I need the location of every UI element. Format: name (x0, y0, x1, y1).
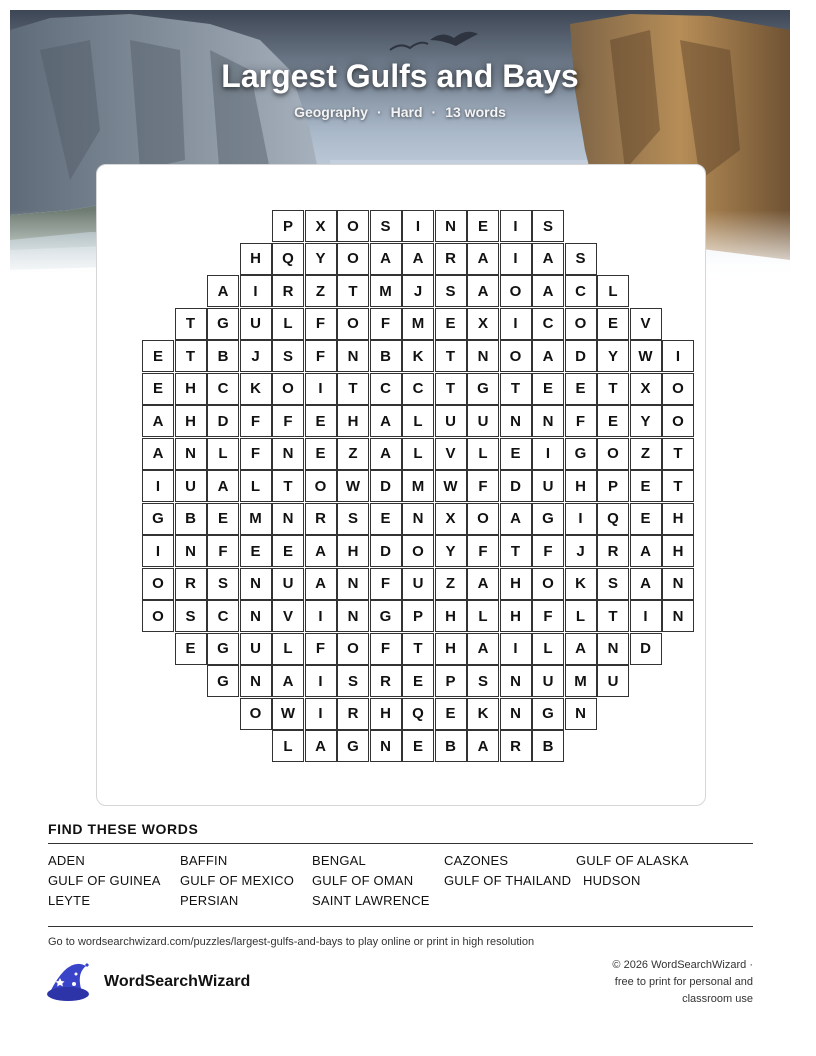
grid-cell[interactable]: A (272, 665, 304, 697)
grid-cell[interactable]: T (662, 438, 694, 470)
grid-cell[interactable]: A (305, 535, 337, 567)
grid-cell[interactable]: D (370, 470, 402, 502)
grid-cell[interactable]: A (207, 470, 239, 502)
grid-cell[interactable]: A (402, 243, 434, 275)
grid-cell[interactable]: H (565, 470, 597, 502)
grid-cell[interactable]: W (272, 698, 304, 730)
grid-cell[interactable]: A (565, 633, 597, 665)
grid-cell[interactable]: T (435, 340, 467, 372)
grid-cell[interactable]: Z (305, 275, 337, 307)
grid-cell[interactable]: I (630, 600, 662, 632)
grid-cell[interactable]: L (467, 600, 499, 632)
grid-cell[interactable]: S (207, 568, 239, 600)
grid-cell[interactable]: H (435, 600, 467, 632)
grid-cell[interactable]: T (402, 633, 434, 665)
grid-cell[interactable]: H (240, 243, 272, 275)
grid-cell[interactable]: U (467, 405, 499, 437)
grid-cell[interactable]: A (142, 405, 174, 437)
grid-cell[interactable]: G (207, 308, 239, 340)
copyright-notice: © 2026 WordSearchWizard · free to print for personal and classroom use (612, 959, 753, 1005)
grid-cell[interactable]: I (662, 340, 694, 372)
grid-cell[interactable]: E (142, 373, 174, 405)
grid-cell[interactable]: H (662, 535, 694, 567)
grid-cell[interactable]: R (370, 665, 402, 697)
grid-cell[interactable]: A (305, 568, 337, 600)
grid-cell[interactable]: Q (597, 503, 629, 535)
word-list-item: SAINT LAWRENCE (312, 893, 430, 908)
grid-cell[interactable]: U (240, 308, 272, 340)
grid-cell[interactable]: I (305, 600, 337, 632)
grid-cell[interactable]: F (207, 535, 239, 567)
grid-cell[interactable]: E (370, 503, 402, 535)
divider (48, 843, 753, 844)
grid-cell[interactable]: E (630, 503, 662, 535)
grid-cell[interactable]: K (467, 698, 499, 730)
grid-cell[interactable]: J (565, 535, 597, 567)
grid-cell[interactable]: S (467, 665, 499, 697)
grid-cell[interactable]: G (370, 600, 402, 632)
grid-cell[interactable]: N (662, 568, 694, 600)
grid-cell[interactable]: S (272, 340, 304, 372)
grid-cell[interactable]: O (467, 503, 499, 535)
grid-cell[interactable]: R (337, 698, 369, 730)
grid-cell[interactable]: N (240, 600, 272, 632)
word-list-item: GULF OF MEXICO (180, 873, 295, 888)
grid-cell[interactable]: G (467, 373, 499, 405)
grid-cell[interactable]: C (370, 373, 402, 405)
grid-cell[interactable]: N (500, 665, 532, 697)
grid-cell[interactable]: G (565, 438, 597, 470)
grid-cell[interactable]: E (240, 535, 272, 567)
grid-cell[interactable]: B (175, 503, 207, 535)
grid-cell[interactable]: T (175, 340, 207, 372)
grid-cell[interactable]: O (597, 438, 629, 470)
grid-cell[interactable]: D (565, 340, 597, 372)
grid-cell[interactable]: X (630, 373, 662, 405)
grid-cell[interactable]: S (370, 210, 402, 242)
grid-cell[interactable]: N (272, 438, 304, 470)
grid-cell[interactable]: W (337, 470, 369, 502)
wizard-hat-icon (46, 962, 92, 1009)
grid-cell[interactable]: O (142, 568, 174, 600)
grid-cell[interactable]: L (532, 633, 564, 665)
grid-cell[interactable]: M (402, 308, 434, 340)
grid-cell[interactable]: C (402, 373, 434, 405)
grid-cell[interactable]: N (337, 600, 369, 632)
meta-separator: · (376, 104, 382, 120)
grid-cell[interactable]: E (175, 633, 207, 665)
grid-cell[interactable]: F (305, 308, 337, 340)
grid-cell[interactable]: H (175, 373, 207, 405)
grid-cell[interactable]: T (175, 308, 207, 340)
grid-cell[interactable]: H (500, 568, 532, 600)
grid-cell[interactable]: H (370, 698, 402, 730)
grid-cell[interactable]: E (565, 373, 597, 405)
grid-cell[interactable]: Z (337, 438, 369, 470)
grid-cell[interactable]: D (370, 535, 402, 567)
grid-cell[interactable]: Z (435, 568, 467, 600)
grid-cell[interactable]: A (467, 243, 499, 275)
grid-cell[interactable]: Y (597, 340, 629, 372)
grid-cell[interactable]: G (532, 503, 564, 535)
grid-cell[interactable]: O (337, 243, 369, 275)
grid-cell[interactable]: O (337, 210, 369, 242)
grid-cell[interactable]: Q (402, 698, 434, 730)
grid-cell[interactable]: K (240, 373, 272, 405)
grid-cell[interactable]: W (630, 340, 662, 372)
grid-cell[interactable]: I (142, 535, 174, 567)
grid-cell[interactable]: A (630, 568, 662, 600)
grid-cell[interactable]: F (467, 470, 499, 502)
puzzle-meta (0, 104, 800, 120)
grid-cell[interactable]: T (435, 373, 467, 405)
grid-cell[interactable]: B (207, 340, 239, 372)
grid-cell[interactable]: F (532, 535, 564, 567)
grid-cell[interactable]: S (337, 665, 369, 697)
grid-cell[interactable]: A (142, 438, 174, 470)
grid-cell[interactable]: U (175, 470, 207, 502)
grid-cell[interactable]: A (467, 730, 499, 762)
grid-cell[interactable]: E (435, 698, 467, 730)
grid-cell[interactable]: S (565, 243, 597, 275)
grid-cell[interactable]: C (532, 308, 564, 340)
grid-cell[interactable]: O (402, 535, 434, 567)
grid-cell[interactable]: A (532, 243, 564, 275)
divider (48, 926, 753, 927)
grid-cell[interactable]: R (305, 503, 337, 535)
grid-cell[interactable]: T (272, 470, 304, 502)
grid-cell[interactable]: E (142, 340, 174, 372)
grid-cell[interactable]: Z (630, 438, 662, 470)
grid-cell[interactable]: X (305, 210, 337, 242)
grid-cell[interactable]: M (240, 503, 272, 535)
grid-cell[interactable]: A (305, 730, 337, 762)
grid-cell[interactable]: F (370, 633, 402, 665)
grid-cell[interactable]: T (597, 373, 629, 405)
grid-cell[interactable]: O (662, 373, 694, 405)
grid-cell[interactable]: C (565, 275, 597, 307)
grid-cell[interactable]: N (435, 210, 467, 242)
grid-cell[interactable]: E (402, 665, 434, 697)
brand-name: WordSearchWizard (104, 973, 251, 990)
grid-cell[interactable]: D (630, 633, 662, 665)
grid-cell[interactable]: E (305, 405, 337, 437)
grid-cell[interactable]: L (272, 730, 304, 762)
grid-cell[interactable]: I (500, 633, 532, 665)
grid-cell[interactable]: O (662, 405, 694, 437)
grid-cell[interactable]: Y (630, 405, 662, 437)
grid-cell[interactable]: L (272, 308, 304, 340)
grid-cell[interactable]: U (240, 633, 272, 665)
grid-cell[interactable]: O (500, 275, 532, 307)
grid-cell[interactable]: H (662, 503, 694, 535)
word-list-item: BENGAL (312, 853, 366, 868)
grid-cell[interactable]: E (305, 438, 337, 470)
grid-cell[interactable]: O (337, 633, 369, 665)
grid-cell[interactable]: L (402, 438, 434, 470)
grid-cell[interactable]: X (467, 308, 499, 340)
grid-cell[interactable]: A (532, 275, 564, 307)
grid-cell[interactable]: A (370, 405, 402, 437)
grid-cell[interactable]: A (207, 275, 239, 307)
grid-cell[interactable]: V (630, 308, 662, 340)
grid-cell[interactable]: Y (305, 243, 337, 275)
grid-cell[interactable]: R (272, 275, 304, 307)
grid-cell[interactable]: O (305, 470, 337, 502)
grid-cell[interactable]: O (142, 600, 174, 632)
grid-cell[interactable]: S (337, 503, 369, 535)
grid-cell[interactable]: N (272, 503, 304, 535)
grid-cell[interactable]: O (565, 308, 597, 340)
grid-cell[interactable]: V (272, 600, 304, 632)
grid-cell[interactable]: T (597, 600, 629, 632)
grid-cell[interactable]: F (240, 438, 272, 470)
grid-cell[interactable]: F (305, 633, 337, 665)
grid-cell[interactable]: R (175, 568, 207, 600)
grid-cell[interactable]: L (240, 470, 272, 502)
grid-cell[interactable]: U (532, 665, 564, 697)
grid-cell[interactable]: N (337, 340, 369, 372)
grid-cell[interactable]: A (370, 438, 402, 470)
grid-cell[interactable]: N (597, 633, 629, 665)
grid-cell[interactable]: V (435, 438, 467, 470)
grid-cell[interactable]: N (175, 438, 207, 470)
grid-cell[interactable]: G (337, 730, 369, 762)
grid-cell[interactable]: I (532, 438, 564, 470)
grid-cell[interactable]: P (435, 665, 467, 697)
grid-cell[interactable]: A (467, 633, 499, 665)
grid-cell[interactable]: G (532, 698, 564, 730)
grid-cell[interactable]: H (337, 405, 369, 437)
grid-cell[interactable]: N (402, 503, 434, 535)
grid-cell[interactable]: T (337, 373, 369, 405)
grid-cell[interactable]: A (370, 243, 402, 275)
grid-cell[interactable]: K (565, 568, 597, 600)
word-list-item: BAFFIN (180, 853, 228, 868)
grid-cell[interactable]: S (435, 275, 467, 307)
grid-cell[interactable]: C (207, 600, 239, 632)
grid-cell[interactable]: O (240, 698, 272, 730)
grid-cell[interactable]: N (662, 600, 694, 632)
grid-cell[interactable]: F (370, 568, 402, 600)
grid-cell[interactable]: L (597, 275, 629, 307)
grid-cell[interactable]: S (597, 568, 629, 600)
grid-cell[interactable]: O (337, 308, 369, 340)
grid-cell[interactable]: N (532, 405, 564, 437)
grid-cell[interactable]: A (467, 568, 499, 600)
grid-cell[interactable]: F (240, 405, 272, 437)
grid-cell[interactable]: P (272, 210, 304, 242)
grid-cell[interactable]: M (370, 275, 402, 307)
grid-cell[interactable]: M (565, 665, 597, 697)
grid-cell[interactable]: F (370, 308, 402, 340)
grid-cell[interactable]: D (500, 470, 532, 502)
word-list-item: GULF OF THAILAND (444, 873, 572, 888)
grid-cell[interactable]: U (272, 568, 304, 600)
grid-cell[interactable]: T (337, 275, 369, 307)
grid-cell[interactable]: I (500, 308, 532, 340)
grid-cell[interactable]: E (435, 308, 467, 340)
grid-cell[interactable]: E (500, 438, 532, 470)
grid-cell[interactable]: B (532, 730, 564, 762)
grid-cell[interactable]: O (272, 373, 304, 405)
grid-cell[interactable]: I (565, 503, 597, 535)
website-link-text[interactable]: Go to wordsearchwizard.com/puzzles/largest-gulfs-and-bays to play online or print in high resolution (48, 936, 535, 948)
word-list-item: CAZONES (444, 853, 509, 868)
grid-cell[interactable]: N (500, 698, 532, 730)
grid-cell[interactable]: B (435, 730, 467, 762)
grid-cell[interactable]: N (565, 698, 597, 730)
grid-cell[interactable]: N (240, 665, 272, 697)
grid-cell[interactable]: A (630, 535, 662, 567)
word-list-item: ADEN (48, 853, 85, 868)
grid-cell[interactable]: W (435, 470, 467, 502)
grid-cell[interactable]: E (272, 535, 304, 567)
grid-cell[interactable]: O (500, 340, 532, 372)
grid-cell[interactable]: A (532, 340, 564, 372)
grid-cell[interactable]: G (142, 503, 174, 535)
grid-cell[interactable]: T (500, 373, 532, 405)
grid-cell[interactable]: F (467, 535, 499, 567)
grid-cell[interactable]: Q (272, 243, 304, 275)
grid-cell[interactable]: F (305, 340, 337, 372)
grid-cell[interactable]: E (467, 210, 499, 242)
grid-cell[interactable]: F (565, 405, 597, 437)
grid-cell[interactable]: T (500, 535, 532, 567)
category-label: Geography (294, 104, 368, 120)
grid-cell[interactable]: E (597, 405, 629, 437)
grid-cell[interactable]: L (207, 438, 239, 470)
grid-cell[interactable]: P (402, 600, 434, 632)
grid-cell[interactable]: N (500, 405, 532, 437)
grid-cell[interactable]: I (305, 665, 337, 697)
grid-cell[interactable]: F (532, 600, 564, 632)
grid-cell[interactable]: U (532, 470, 564, 502)
grid-cell[interactable]: L (402, 405, 434, 437)
grid-cell[interactable]: J (240, 340, 272, 372)
difficulty-label: Hard (390, 104, 423, 120)
grid-cell[interactable]: I (305, 698, 337, 730)
grid-cell[interactable]: E (402, 730, 434, 762)
grid-cell[interactable]: E (597, 308, 629, 340)
grid-cell[interactable]: J (402, 275, 434, 307)
grid-cell[interactable]: U (435, 405, 467, 437)
meta-separator: · (431, 104, 437, 120)
grid-cell[interactable]: N (370, 730, 402, 762)
grid-cell[interactable]: N (240, 568, 272, 600)
grid-cell[interactable]: D (207, 405, 239, 437)
grid-cell[interactable]: S (532, 210, 564, 242)
grid-cell[interactable]: L (565, 600, 597, 632)
grid-cell[interactable]: A (467, 275, 499, 307)
grid-cell[interactable]: E (207, 503, 239, 535)
word-list-item: GULF OF ALASKA (576, 853, 689, 868)
grid-cell[interactable]: I (500, 243, 532, 275)
word-list-item: PERSIAN (180, 893, 239, 908)
word-list-item: GULF OF GUINEA (48, 873, 161, 888)
grid-cell[interactable]: H (500, 600, 532, 632)
grid-cell[interactable]: C (207, 373, 239, 405)
grid-cell[interactable]: B (370, 340, 402, 372)
grid-cell[interactable]: X (435, 503, 467, 535)
grid-cell[interactable]: E (532, 373, 564, 405)
grid-cell[interactable]: L (272, 633, 304, 665)
grid-cell[interactable]: F (272, 405, 304, 437)
word-list-item: HUDSON (583, 873, 641, 888)
grid-cell[interactable]: M (402, 470, 434, 502)
grid-cell[interactable]: K (402, 340, 434, 372)
word-list-item: GULF OF OMAN (312, 873, 414, 888)
grid-cell[interactable]: N (337, 568, 369, 600)
word-count-label: 13 words (445, 104, 506, 120)
puzzle-title: Largest Gulfs and Bays (221, 58, 579, 94)
grid-cell[interactable]: T (662, 470, 694, 502)
grid-cell[interactable]: I (500, 210, 532, 242)
grid-cell[interactable]: H (175, 405, 207, 437)
grid-cell[interactable]: I (240, 275, 272, 307)
grid-cell[interactable]: S (175, 600, 207, 632)
grid-cell[interactable]: U (597, 665, 629, 697)
grid-cell[interactable]: Y (435, 535, 467, 567)
grid-cell[interactable]: P (597, 470, 629, 502)
grid-cell[interactable]: I (142, 470, 174, 502)
grid-cell[interactable]: L (467, 438, 499, 470)
grid-cell[interactable]: N (175, 535, 207, 567)
grid-cell[interactable]: R (435, 243, 467, 275)
grid-cell[interactable]: I (305, 373, 337, 405)
grid-cell[interactable]: I (402, 210, 434, 242)
word-list-heading: FIND THESE WORDS (48, 821, 199, 837)
grid-cell[interactable]: R (597, 535, 629, 567)
word-list-item: LEYTE (48, 893, 91, 908)
grid-cell[interactable]: H (337, 535, 369, 567)
grid-cell[interactable]: G (207, 665, 239, 697)
grid-cell[interactable]: O (532, 568, 564, 600)
grid-cell[interactable]: A (500, 503, 532, 535)
grid-cell[interactable]: U (402, 568, 434, 600)
grid-cell[interactable]: R (500, 730, 532, 762)
grid-cell[interactable]: E (630, 470, 662, 502)
grid-cell[interactable]: N (467, 340, 499, 372)
grid-cell[interactable]: H (435, 633, 467, 665)
grid-cell[interactable]: G (207, 633, 239, 665)
